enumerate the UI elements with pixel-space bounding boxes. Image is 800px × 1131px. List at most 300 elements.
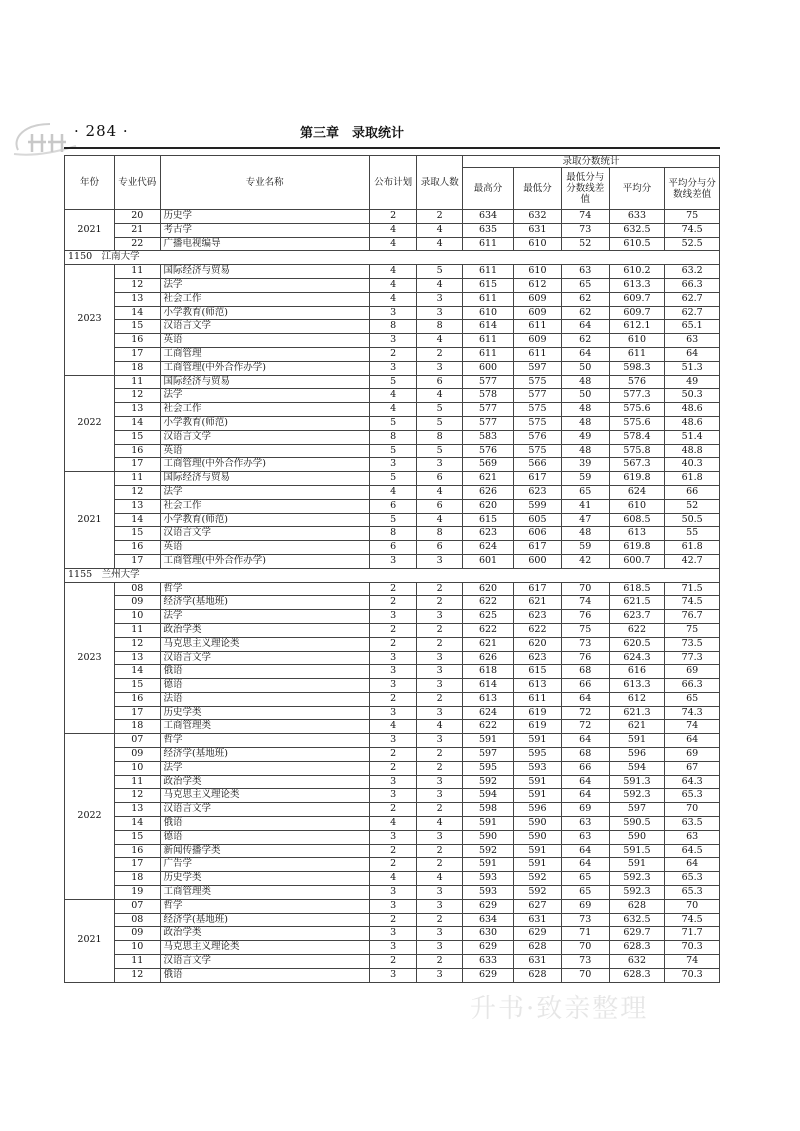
max-score-cell: 610	[462, 306, 513, 320]
avg-diff-cell: 76.7	[665, 610, 720, 624]
table-row	[65, 416, 720, 430]
header-plan: 公布计划	[369, 156, 417, 210]
avg-score-cell: 612	[609, 692, 665, 706]
major-code-cell: 11	[115, 375, 160, 389]
major-name-cell: 哲学	[160, 734, 369, 748]
min-diff-cell: 50	[561, 389, 609, 403]
max-score-cell: 626	[462, 485, 513, 499]
header-min-diff: 最低分与分数线差值	[561, 168, 609, 210]
min-score-cell: 623	[514, 651, 562, 665]
table-row	[65, 610, 720, 624]
min-score-cell: 617	[514, 541, 562, 555]
max-score-cell: 625	[462, 610, 513, 624]
min-diff-cell: 59	[561, 541, 609, 555]
plan-cell: 3	[369, 458, 417, 472]
admitted-cell: 5	[417, 265, 462, 279]
min-score-cell: 591	[514, 789, 562, 803]
plan-cell: 2	[369, 623, 417, 637]
min-diff-cell: 48	[561, 403, 609, 417]
table-row	[65, 306, 720, 320]
max-score-cell: 622	[462, 623, 513, 637]
avg-diff-cell: 64	[665, 858, 720, 872]
major-code-cell: 12	[115, 278, 160, 292]
avg-score-cell: 575.8	[609, 444, 665, 458]
avg-diff-cell: 74.5	[665, 913, 720, 927]
avg-diff-cell: 75	[665, 210, 720, 224]
min-diff-cell: 39	[561, 458, 609, 472]
year-cell: 2023	[65, 582, 115, 734]
avg-score-cell: 600.7	[609, 554, 665, 568]
table-row	[65, 706, 720, 720]
admitted-cell: 4	[417, 485, 462, 499]
avg-diff-cell: 70.3	[665, 968, 720, 982]
max-score-cell: 614	[462, 679, 513, 693]
major-name-cell: 德语	[160, 679, 369, 693]
header-avg-diff: 平均分与分数线差值	[665, 168, 720, 210]
plan-cell: 2	[369, 913, 417, 927]
max-score-cell: 611	[462, 237, 513, 251]
min-score-cell: 577	[514, 389, 562, 403]
max-score-cell: 600	[462, 361, 513, 375]
table-row	[65, 665, 720, 679]
avg-diff-cell: 66.3	[665, 679, 720, 693]
table-row	[65, 361, 720, 375]
major-name-cell: 英语	[160, 541, 369, 555]
min-diff-cell: 63	[561, 830, 609, 844]
max-score-cell: 590	[462, 830, 513, 844]
year-cell: 2022	[65, 734, 115, 900]
avg-score-cell: 567.3	[609, 458, 665, 472]
avg-diff-cell: 40.3	[665, 458, 720, 472]
admitted-cell: 2	[417, 637, 462, 651]
admitted-cell: 3	[417, 789, 462, 803]
major-name-cell: 政治学类	[160, 775, 369, 789]
plan-cell: 4	[369, 389, 417, 403]
min-diff-cell: 65	[561, 485, 609, 499]
avg-diff-cell: 73.5	[665, 637, 720, 651]
major-code-cell: 16	[115, 541, 160, 555]
major-code-cell: 17	[115, 858, 160, 872]
major-code-cell: 17	[115, 554, 160, 568]
min-diff-cell: 63	[561, 265, 609, 279]
major-name-cell: 小学教育(师范)	[160, 513, 369, 527]
max-score-cell: 620	[462, 582, 513, 596]
table-row	[65, 334, 720, 348]
plan-cell: 3	[369, 334, 417, 348]
major-code-cell: 08	[115, 582, 160, 596]
min-diff-cell: 76	[561, 610, 609, 624]
admitted-cell: 3	[417, 306, 462, 320]
plan-cell: 8	[369, 320, 417, 334]
max-score-cell: 621	[462, 472, 513, 486]
major-name-cell: 历史学类	[160, 872, 369, 886]
avg-score-cell: 612.1	[609, 320, 665, 334]
min-score-cell: 591	[514, 775, 562, 789]
major-name-cell: 经济学(基地班)	[160, 913, 369, 927]
min-score-cell: 590	[514, 830, 562, 844]
major-code-cell: 19	[115, 886, 160, 900]
avg-diff-cell: 62.7	[665, 306, 720, 320]
min-score-cell: 628	[514, 941, 562, 955]
major-code-cell: 14	[115, 416, 160, 430]
avg-diff-cell: 65	[665, 692, 720, 706]
avg-diff-cell: 61.8	[665, 541, 720, 555]
university-row	[65, 251, 720, 265]
admitted-cell: 2	[417, 623, 462, 637]
avg-score-cell: 621.5	[609, 596, 665, 610]
min-score-cell: 605	[514, 513, 562, 527]
min-score-cell: 599	[514, 499, 562, 513]
min-diff-cell: 49	[561, 430, 609, 444]
avg-score-cell: 632.5	[609, 913, 665, 927]
max-score-cell: 577	[462, 403, 513, 417]
avg-diff-cell: 69	[665, 665, 720, 679]
admitted-cell: 4	[417, 872, 462, 886]
max-score-cell: 592	[462, 775, 513, 789]
max-score-cell: 578	[462, 389, 513, 403]
plan-cell: 2	[369, 637, 417, 651]
max-score-cell: 577	[462, 416, 513, 430]
major-code-cell: 09	[115, 927, 160, 941]
min-diff-cell: 63	[561, 817, 609, 831]
min-diff-cell: 64	[561, 844, 609, 858]
admitted-cell: 3	[417, 927, 462, 941]
major-code-cell: 13	[115, 651, 160, 665]
plan-cell: 5	[369, 472, 417, 486]
avg-score-cell: 578.4	[609, 430, 665, 444]
min-diff-cell: 48	[561, 375, 609, 389]
avg-diff-cell: 65.3	[665, 789, 720, 803]
avg-diff-cell: 63	[665, 830, 720, 844]
table-row	[65, 389, 720, 403]
avg-score-cell: 590	[609, 830, 665, 844]
year-cell: 2022	[65, 375, 115, 472]
plan-cell: 3	[369, 830, 417, 844]
min-diff-cell: 70	[561, 968, 609, 982]
major-code-cell: 13	[115, 803, 160, 817]
year-cell: 2023	[65, 265, 115, 375]
avg-diff-cell: 70.3	[665, 941, 720, 955]
min-score-cell: 595	[514, 748, 562, 762]
header-major-name: 专业名称	[160, 156, 369, 210]
min-diff-cell: 70	[561, 582, 609, 596]
min-score-cell: 623	[514, 610, 562, 624]
major-name-cell: 法学	[160, 278, 369, 292]
avg-score-cell: 628.3	[609, 968, 665, 982]
min-score-cell: 629	[514, 927, 562, 941]
min-score-cell: 596	[514, 803, 562, 817]
min-diff-cell: 73	[561, 637, 609, 651]
min-score-cell: 628	[514, 968, 562, 982]
avg-score-cell: 591	[609, 858, 665, 872]
table-row	[65, 596, 720, 610]
avg-diff-cell: 52	[665, 499, 720, 513]
max-score-cell: 624	[462, 706, 513, 720]
admitted-cell: 5	[417, 416, 462, 430]
max-score-cell: 620	[462, 499, 513, 513]
admitted-cell: 8	[417, 320, 462, 334]
plan-cell: 3	[369, 651, 417, 665]
admitted-cell: 4	[417, 278, 462, 292]
table-row	[65, 541, 720, 555]
major-code-cell: 16	[115, 844, 160, 858]
table-row	[65, 403, 720, 417]
table-row	[65, 913, 720, 927]
major-name-cell: 汉语言文学	[160, 651, 369, 665]
major-code-cell: 11	[115, 623, 160, 637]
avg-score-cell: 620.5	[609, 637, 665, 651]
major-name-cell: 广播电视编导	[160, 237, 369, 251]
max-score-cell: 597	[462, 748, 513, 762]
plan-cell: 2	[369, 210, 417, 224]
avg-diff-cell: 74.5	[665, 596, 720, 610]
avg-score-cell: 609.7	[609, 292, 665, 306]
major-name-cell: 工商管理(中外合作办学)	[160, 458, 369, 472]
admission-score-table	[64, 155, 720, 983]
min-diff-cell: 68	[561, 665, 609, 679]
max-score-cell: 629	[462, 941, 513, 955]
admitted-cell: 2	[417, 582, 462, 596]
min-diff-cell: 74	[561, 210, 609, 224]
chapter-title: 第三章 录取统计	[300, 126, 405, 141]
min-score-cell: 619	[514, 720, 562, 734]
min-diff-cell: 47	[561, 513, 609, 527]
major-name-cell: 国际经济与贸易	[160, 265, 369, 279]
major-name-cell: 工商管理	[160, 347, 369, 361]
min-diff-cell: 65	[561, 872, 609, 886]
major-code-cell: 13	[115, 499, 160, 513]
plan-cell: 5	[369, 444, 417, 458]
avg-diff-cell: 51.4	[665, 430, 720, 444]
admitted-cell: 3	[417, 706, 462, 720]
min-diff-cell: 62	[561, 306, 609, 320]
avg-diff-cell: 52.5	[665, 237, 720, 251]
major-name-cell: 汉语言文学	[160, 527, 369, 541]
min-diff-cell: 64	[561, 320, 609, 334]
min-diff-cell: 66	[561, 679, 609, 693]
major-name-cell: 工商管理(中外合作办学)	[160, 361, 369, 375]
max-score-cell: 593	[462, 872, 513, 886]
avg-diff-cell: 67	[665, 761, 720, 775]
avg-diff-cell: 75	[665, 623, 720, 637]
max-score-cell: 591	[462, 734, 513, 748]
major-code-cell: 11	[115, 955, 160, 969]
max-score-cell: 624	[462, 541, 513, 555]
max-score-cell: 629	[462, 899, 513, 913]
avg-score-cell: 597	[609, 803, 665, 817]
avg-diff-cell: 70	[665, 803, 720, 817]
admitted-cell: 3	[417, 554, 462, 568]
max-score-cell: 621	[462, 637, 513, 651]
table-row	[65, 237, 720, 251]
min-score-cell: 631	[514, 955, 562, 969]
major-name-cell: 经济学(基地班)	[160, 748, 369, 762]
min-score-cell: 609	[514, 306, 562, 320]
max-score-cell: 635	[462, 223, 513, 237]
major-name-cell: 社会工作	[160, 292, 369, 306]
min-score-cell: 613	[514, 679, 562, 693]
min-diff-cell: 65	[561, 278, 609, 292]
plan-cell: 3	[369, 306, 417, 320]
admitted-cell: 3	[417, 458, 462, 472]
major-name-cell: 政治学类	[160, 623, 369, 637]
min-diff-cell: 42	[561, 554, 609, 568]
major-code-cell: 16	[115, 692, 160, 706]
avg-score-cell: 576	[609, 375, 665, 389]
min-diff-cell: 71	[561, 927, 609, 941]
admitted-cell: 8	[417, 527, 462, 541]
plan-cell: 8	[369, 430, 417, 444]
year-cell: 2021	[65, 472, 115, 569]
avg-diff-cell: 66	[665, 485, 720, 499]
major-name-cell: 小学教育(师范)	[160, 416, 369, 430]
table-row	[65, 582, 720, 596]
avg-score-cell: 608.5	[609, 513, 665, 527]
table-row	[65, 968, 720, 982]
avg-diff-cell: 42.7	[665, 554, 720, 568]
table-row	[65, 692, 720, 706]
min-diff-cell: 48	[561, 416, 609, 430]
admitted-cell: 4	[417, 223, 462, 237]
plan-cell: 4	[369, 872, 417, 886]
avg-diff-cell: 74.3	[665, 706, 720, 720]
table-row	[65, 499, 720, 513]
avg-score-cell: 596	[609, 748, 665, 762]
major-code-cell: 07	[115, 899, 160, 913]
avg-diff-cell: 74.5	[665, 223, 720, 237]
min-score-cell: 610	[514, 265, 562, 279]
table-row	[65, 734, 720, 748]
admitted-cell: 3	[417, 734, 462, 748]
min-diff-cell: 69	[561, 803, 609, 817]
min-score-cell: 609	[514, 334, 562, 348]
major-name-cell: 汉语言文学	[160, 320, 369, 334]
plan-cell: 5	[369, 513, 417, 527]
avg-diff-cell: 74	[665, 955, 720, 969]
admitted-cell: 2	[417, 913, 462, 927]
avg-score-cell: 592.3	[609, 886, 665, 900]
major-code-cell: 15	[115, 320, 160, 334]
table-row	[65, 347, 720, 361]
avg-score-cell: 594	[609, 761, 665, 775]
major-code-cell: 15	[115, 830, 160, 844]
major-code-cell: 14	[115, 306, 160, 320]
min-score-cell: 591	[514, 844, 562, 858]
table-row	[65, 223, 720, 237]
year-cell: 2021	[65, 899, 115, 982]
header-year: 年份	[65, 156, 115, 210]
table-row	[65, 679, 720, 693]
avg-score-cell: 590.5	[609, 817, 665, 831]
max-score-cell: 569	[462, 458, 513, 472]
min-score-cell: 592	[514, 872, 562, 886]
major-code-cell: 09	[115, 748, 160, 762]
admitted-cell: 3	[417, 886, 462, 900]
publisher-logo-icon	[10, 120, 80, 158]
avg-diff-cell: 49	[665, 375, 720, 389]
admitted-cell: 2	[417, 858, 462, 872]
min-diff-cell: 66	[561, 761, 609, 775]
min-score-cell: 592	[514, 886, 562, 900]
major-name-cell: 小学教育(师范)	[160, 306, 369, 320]
avg-diff-cell: 66.3	[665, 278, 720, 292]
major-code-cell: 17	[115, 347, 160, 361]
min-diff-cell: 73	[561, 913, 609, 927]
avg-score-cell: 610.5	[609, 237, 665, 251]
avg-score-cell: 633	[609, 210, 665, 224]
admitted-cell: 3	[417, 941, 462, 955]
avg-score-cell: 610.2	[609, 265, 665, 279]
table-row	[65, 803, 720, 817]
avg-score-cell: 622	[609, 623, 665, 637]
max-score-cell: 618	[462, 665, 513, 679]
plan-cell: 3	[369, 886, 417, 900]
max-score-cell: 615	[462, 278, 513, 292]
major-code-cell: 18	[115, 872, 160, 886]
admitted-cell: 2	[417, 955, 462, 969]
major-name-cell: 社会工作	[160, 499, 369, 513]
major-code-cell: 10	[115, 941, 160, 955]
plan-cell: 3	[369, 665, 417, 679]
avg-diff-cell: 74	[665, 720, 720, 734]
avg-score-cell: 618.5	[609, 582, 665, 596]
max-score-cell: 622	[462, 596, 513, 610]
avg-diff-cell: 50.3	[665, 389, 720, 403]
plan-cell: 3	[369, 789, 417, 803]
min-diff-cell: 72	[561, 720, 609, 734]
max-score-cell: 601	[462, 554, 513, 568]
avg-diff-cell: 77.3	[665, 651, 720, 665]
table-row	[65, 458, 720, 472]
admitted-cell: 3	[417, 651, 462, 665]
avg-diff-cell: 64	[665, 734, 720, 748]
min-diff-cell: 64	[561, 858, 609, 872]
admitted-cell: 5	[417, 403, 462, 417]
max-score-cell: 595	[462, 761, 513, 775]
min-diff-cell: 64	[561, 775, 609, 789]
max-score-cell: 598	[462, 803, 513, 817]
major-code-cell: 12	[115, 968, 160, 982]
major-code-cell: 11	[115, 775, 160, 789]
major-name-cell: 历史学	[160, 210, 369, 224]
min-diff-cell: 64	[561, 789, 609, 803]
avg-score-cell: 610	[609, 334, 665, 348]
avg-score-cell: 629.7	[609, 927, 665, 941]
avg-diff-cell: 61.8	[665, 472, 720, 486]
admitted-cell: 6	[417, 499, 462, 513]
major-name-cell: 德语	[160, 830, 369, 844]
header-major-code: 专业代码	[115, 156, 160, 210]
page-header	[0, 112, 800, 160]
avg-diff-cell: 65.3	[665, 872, 720, 886]
plan-cell: 4	[369, 817, 417, 831]
avg-diff-cell: 64	[665, 347, 720, 361]
plan-cell: 2	[369, 844, 417, 858]
avg-diff-cell: 51.3	[665, 361, 720, 375]
min-score-cell: 621	[514, 596, 562, 610]
plan-cell: 4	[369, 485, 417, 499]
min-score-cell: 593	[514, 761, 562, 775]
major-code-cell: 12	[115, 789, 160, 803]
table-row	[65, 748, 720, 762]
min-score-cell: 575	[514, 444, 562, 458]
avg-score-cell: 632.5	[609, 223, 665, 237]
major-code-cell: 13	[115, 403, 160, 417]
max-score-cell: 615	[462, 513, 513, 527]
max-score-cell: 614	[462, 320, 513, 334]
min-score-cell: 611	[514, 320, 562, 334]
table-row	[65, 651, 720, 665]
